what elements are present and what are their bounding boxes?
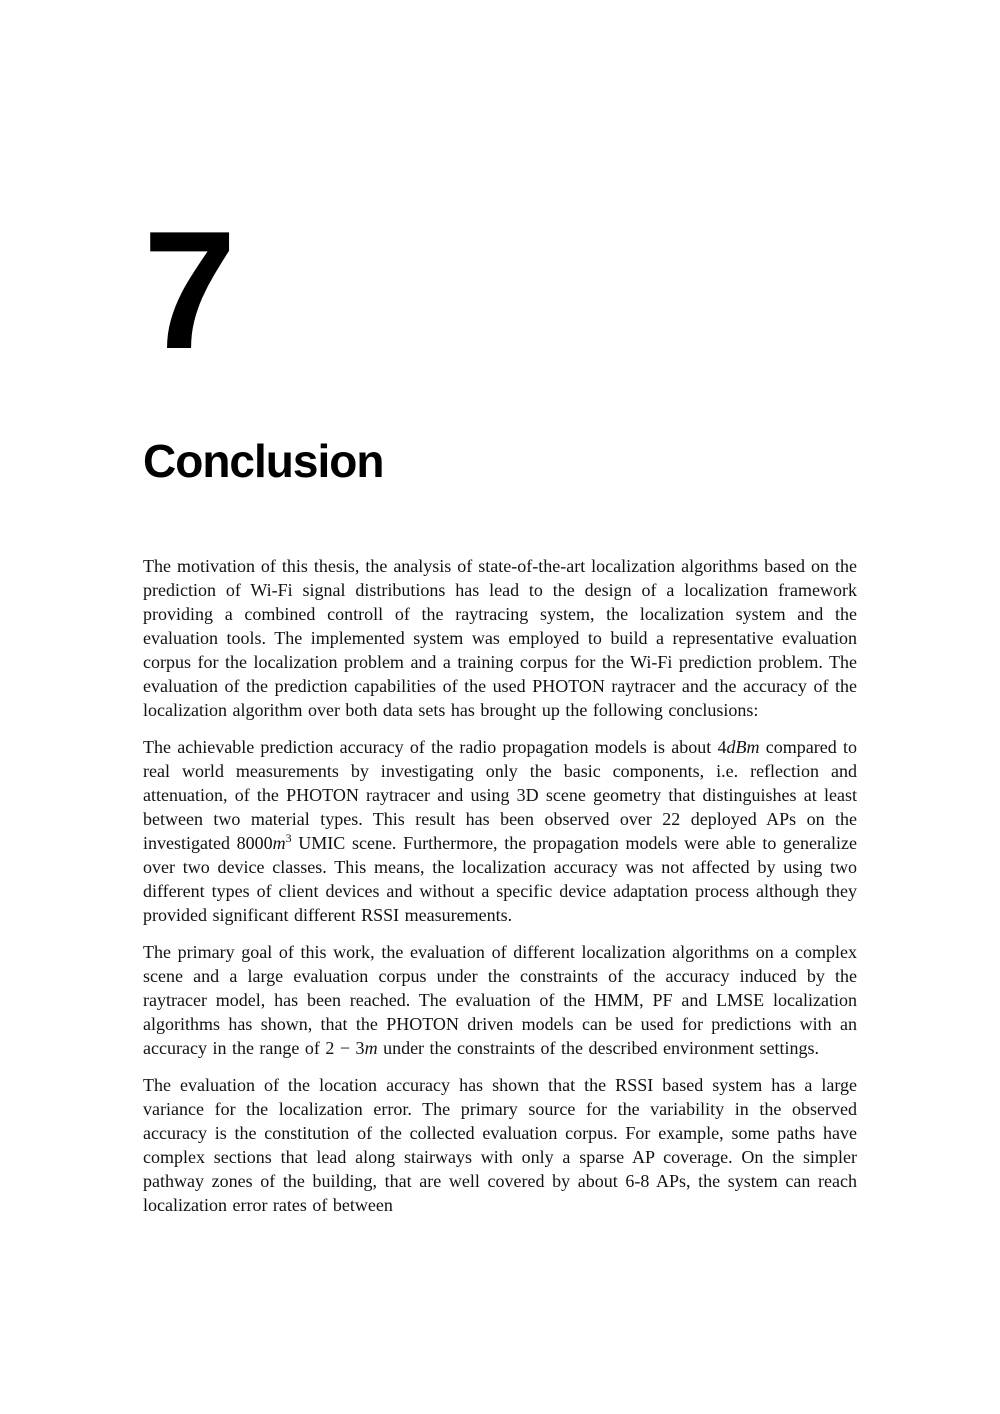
text-run: The primary goal of this work, the evaluation of different localization algorithms on a complex scene and a large evaluation corpus under the constraints of the accuracy induced by the raytracer model, has been reached. The evaluation of the HMM, PF and LMSE localization algorithms has shown, that the PHOTON driven models can be used for predictions with an accuracy in the range of 2 − 3 — [143, 942, 857, 1058]
body-text — [143, 554, 857, 1217]
paragraph — [143, 554, 857, 722]
math-run: dBm — [726, 737, 760, 757]
chapter-title: Conclusion — [143, 435, 384, 487]
text-run: compared to real world measurements by investigating only the basic components, i.e. reflection and attenuation, of the PHOTON raytracer and using 3D scene geometry that distinguishes at least between two material types. This result has been observed over 22 deployed APs on the investigated 8000 — [143, 737, 857, 853]
text-run: The evaluation of the location accuracy has shown that the RSSI based system has a large variance for the localization error. The primary source for the variability in the observed accuracy is the constitution of the collected evaluation corpus. For example, some paths have complex sections that lead along stairways with only a sparse AP coverage. On the simpler pathway zones of the building, that are well covered by about 6-8 APs, the system can reach localization error rates of between — [143, 1075, 857, 1215]
math-run: m — [272, 833, 286, 853]
paragraph — [143, 1073, 857, 1217]
text-column — [143, 0, 857, 1217]
paragraph — [143, 940, 857, 1060]
text-run: UMIC scene. Furthermore, the propagation models were able to generalize over two device classes. This means, the localization accuracy was not affected by using two different types of client devices and without a specific device adaptation process although they provided significant different RSSI measurements. — [143, 833, 857, 925]
paragraph — [143, 735, 857, 927]
math-superscript: 3 — [285, 831, 292, 845]
chapter-number: 7 — [143, 196, 234, 384]
text-run: The motivation of this thesis, the analysis of state-of-the-art localization algorithms based on the prediction of Wi-Fi signal distributions has lead to the design of a localization framework providing a combined controll of the raytracing system, the localization system and the evaluation tools. The implemented system was employed to build a representative evaluation corpus for the localization problem and a training corpus for the Wi-Fi prediction problem. The evaluation of the prediction capabilities of the used PHOTON raytracer and the accuracy of the localization algorithm over both data sets has brought up the following conclusions: — [143, 556, 857, 720]
text-run: The achievable prediction accuracy of the radio propagation models is about 4 — [143, 737, 727, 757]
text-run: under the constraints of the described environment settings. — [377, 1038, 819, 1058]
math-run: m — [364, 1038, 378, 1058]
